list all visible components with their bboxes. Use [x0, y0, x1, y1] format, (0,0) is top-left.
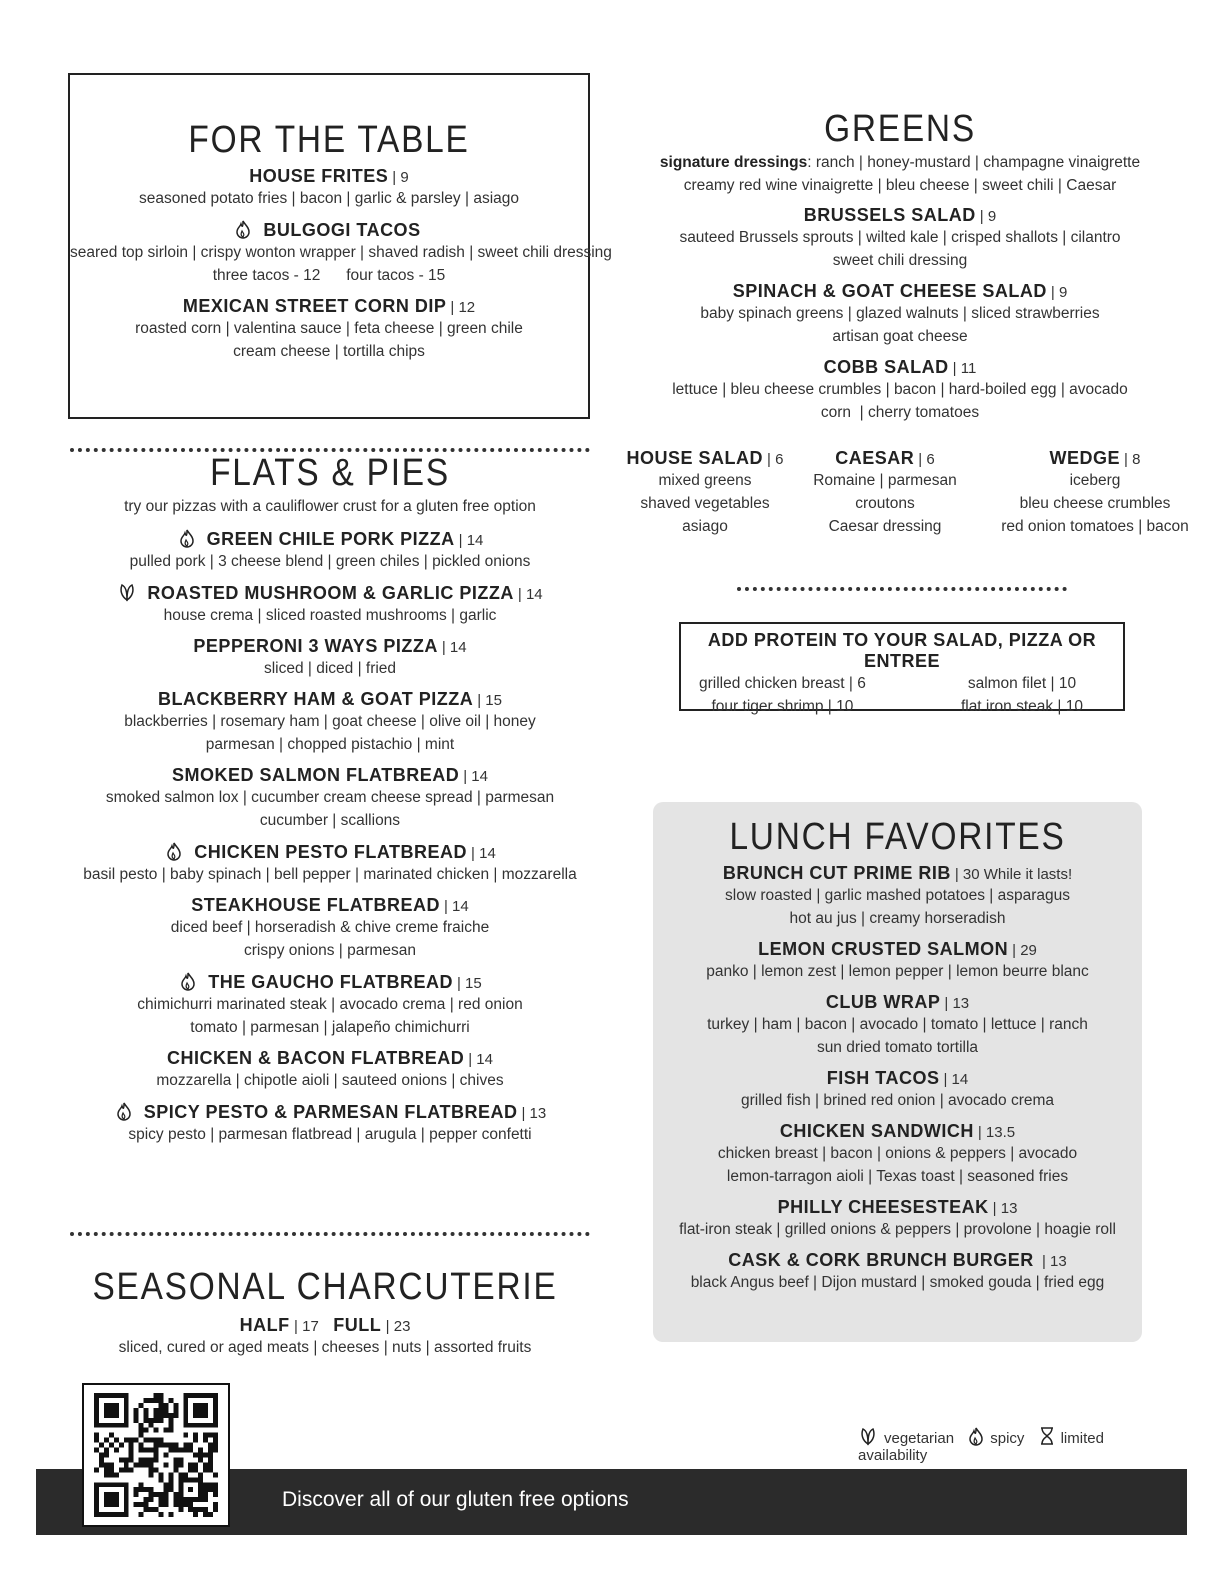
menu-item-desc: corn | cherry tomatoes	[820, 404, 980, 421]
menu-item-name: FISH TACOS	[826, 1068, 940, 1088]
menu-item-header	[640, 357, 1160, 378]
full-price: | 23	[385, 1318, 411, 1335]
menu-item-name: CASK & CORK BRUNCH BURGER	[728, 1250, 1034, 1270]
spicy-icon	[177, 528, 197, 548]
small-salads-row	[620, 448, 1210, 538]
menu-item	[50, 971, 610, 1039]
lunch-favorites-title: LUNCH FAVORITES	[729, 816, 1066, 858]
menu-item-price: | 14	[458, 532, 484, 549]
hourglass-icon	[1037, 1426, 1057, 1446]
menu-item-name: BRUNCH CUT PRIME RIB	[722, 863, 951, 883]
menu-item-name: SMOKED SALMON FLATBREAD	[172, 765, 460, 785]
menu-item	[653, 1068, 1142, 1112]
for-the-table-items	[70, 166, 612, 363]
legend-spicy: spicy	[990, 1430, 1025, 1447]
greens-title: GREENS	[824, 108, 976, 150]
menu-item-desc: basil pesto | baby spinach | bell pepper | marinated chicken | mozzarella	[83, 866, 577, 883]
lunch-favorites-panel	[653, 802, 1142, 1342]
menu-item-header	[50, 971, 610, 993]
menu-item-desc: lemon-tarragon aioli | Texas toast | seasoned fries	[726, 1168, 1069, 1185]
menu-item-desc: blackberries | rosemary ham | goat cheese | olive oil | honey	[124, 713, 536, 730]
vegetarian-icon	[858, 1426, 878, 1446]
menu-item-header	[50, 1048, 610, 1069]
menu-item-header	[50, 841, 610, 863]
menu-item-desc: iceberg	[1069, 472, 1121, 489]
menu-item-desc: diced beef | horseradish & chive creme fraiche	[170, 919, 490, 936]
flats-pies-section	[50, 452, 610, 1155]
protein-left-col	[699, 672, 866, 718]
menu-item-price: | 9	[392, 169, 409, 186]
greens-items	[640, 205, 1160, 424]
flats-pies-subtitle: try our pizzas with a cauliflower crust for a gluten free option	[124, 498, 536, 515]
menu-item-header	[50, 582, 610, 604]
menu-item-desc: three tacos - 12 four tacos - 15	[212, 267, 446, 284]
menu-item	[70, 166, 588, 210]
small-salad-item	[620, 448, 790, 538]
menu-item-name: CAESAR	[835, 448, 915, 468]
menu-item-header	[653, 1197, 1142, 1218]
menu-item-name: STEAKHOUSE FLATBREAD	[191, 895, 440, 915]
greens-section	[640, 108, 1160, 433]
menu-item-price: | 30 While it lasts!	[954, 866, 1073, 883]
menu-item-price: | 14	[441, 639, 467, 656]
half-price: | 17	[294, 1318, 319, 1335]
menu-item-header	[70, 166, 588, 187]
menu-item-name: SPICY PESTO & PARMESAN FLATBREAD	[143, 1102, 518, 1122]
dressings-line1: : ranch | honey-mustard | champagne vinaigrette	[807, 154, 1141, 171]
protein-option: flat iron steak | 10	[960, 698, 1083, 715]
menu-item-desc: sliced | diced | fried	[263, 660, 397, 677]
dotted-divider	[737, 587, 1067, 591]
menu-item-desc: hot au jus | creamy horseradish	[789, 910, 1006, 927]
menu-item-header	[50, 636, 610, 657]
menu-item	[653, 1121, 1142, 1188]
menu-item-price: | 15	[456, 975, 482, 992]
menu-item	[640, 357, 1160, 424]
menu-item	[640, 205, 1160, 272]
spicy-icon	[233, 219, 253, 239]
menu-item-name: SPINACH & GOAT CHEESE SALAD	[732, 281, 1047, 301]
menu-item-header	[50, 689, 610, 710]
spicy-icon	[966, 1426, 986, 1446]
menu-item-name: LEMON CRUSTED SALMON	[758, 939, 1009, 959]
spicy-icon	[178, 971, 198, 991]
menu-item-name: GREEN CHILE PORK PIZZA	[206, 529, 455, 549]
charcuterie-desc: sliced, cured or aged meats | cheeses | nuts | assorted fruits	[118, 1339, 532, 1356]
menu-item-header	[640, 205, 1160, 226]
menu-item-price: | 6	[767, 451, 784, 468]
menu-item-name: HOUSE FRITES	[249, 166, 389, 186]
small-salad-item	[800, 448, 970, 538]
menu-item-name: WEDGE	[1049, 448, 1121, 468]
qr-code-image	[92, 1393, 220, 1517]
menu-item	[653, 939, 1142, 983]
protein-option: grilled chicken breast | 6	[699, 675, 866, 692]
menu-item-price: | 12	[450, 299, 476, 316]
menu-item-header	[980, 448, 1210, 469]
menu-item-price: | 13	[1037, 1253, 1067, 1270]
menu-item-header	[653, 863, 1142, 884]
menu-item	[653, 863, 1142, 930]
menu-item-desc: chicken breast | bacon | onions & peppers | avocado	[717, 1145, 1078, 1162]
menu-item	[70, 219, 612, 287]
menu-item-desc: mixed greens	[658, 472, 752, 489]
legend-limited: limited availability	[858, 1430, 1104, 1464]
menu-item-name: ROASTED MUSHROOM & GARLIC PIZZA	[147, 583, 514, 603]
menu-item-name: CHICKEN SANDWICH	[779, 1121, 974, 1141]
menu-item	[50, 1048, 610, 1092]
menu-item-desc: roasted corn | valentina sauce | feta cheese | green chile	[135, 320, 523, 337]
menu-item-price: | 13.5	[977, 1124, 1016, 1141]
protein-right-col	[961, 672, 1083, 718]
menu-item-header	[653, 992, 1142, 1013]
menu-item-price: | 29	[1012, 942, 1037, 959]
spicy-icon	[164, 841, 184, 861]
menu-item-desc: asiago	[682, 518, 728, 535]
menu-item-desc: lettuce | bleu cheese crumbles | bacon | hard-boiled egg | avocado	[672, 381, 1128, 398]
menu-item-name: COBB SALAD	[823, 357, 949, 377]
menu-item-price: | 14	[943, 1071, 969, 1088]
dressings-line2: creamy red wine vinaigrette | bleu cheese | sweet chili | Caesar	[683, 177, 1117, 194]
dressings-label: signature dressings	[659, 154, 808, 171]
menu-item-price: | 15	[477, 692, 502, 709]
flats-pies-items	[50, 528, 610, 1146]
greens-dressings	[640, 151, 1160, 174]
menu-item-desc: sun dried tomato tortilla	[816, 1039, 979, 1056]
menu-item	[50, 636, 610, 680]
menu-item	[653, 1250, 1142, 1294]
menu-item-desc: mozzarella | chipotle aioli | sauteed onions | chives	[156, 1072, 504, 1089]
menu-item-header	[640, 281, 1160, 302]
charcuterie-section	[50, 1266, 600, 1359]
menu-item-header	[653, 1121, 1142, 1142]
menu-item-desc: grilled fish | brined red onion | avocado crema	[740, 1092, 1055, 1109]
menu-item-header	[50, 528, 610, 550]
menu-item-name: BRUSSELS SALAD	[803, 205, 976, 225]
menu-item-name: HOUSE SALAD	[626, 448, 764, 468]
menu-item-price: | 9	[1050, 284, 1068, 301]
menu-item-name: PEPPERONI 3 WAYS PIZZA	[193, 636, 438, 656]
menu-item-desc: smoked salmon lox | cucumber cream cheese spread | parmesan	[105, 789, 555, 806]
menu-item-name: THE GAUCHO FLATBREAD	[208, 972, 453, 992]
menu-item-name: CHICKEN PESTO FLATBREAD	[194, 842, 468, 862]
menu-item	[653, 1197, 1142, 1241]
menu-item-name: CLUB WRAP	[825, 992, 941, 1012]
menu-item-price: | 9	[979, 208, 997, 225]
for-the-table-title: FOR THE TABLE	[188, 119, 470, 161]
menu-item-desc: red onion tomatoes | bacon	[1001, 518, 1189, 535]
menu-item-desc: chimichurri marinated steak | avocado crema | red onion	[137, 996, 523, 1013]
menu-item-desc: artisan goat cheese	[832, 328, 968, 345]
charcuterie-title: SEASONAL CHARCUTERIE	[92, 1266, 558, 1308]
menu-item-desc: bleu cheese crumbles	[1019, 495, 1171, 512]
menu-item-header	[50, 895, 610, 916]
menu-item	[640, 281, 1160, 348]
menu-item-desc: slow roasted | garlic mashed potatoes | asparagus	[725, 887, 1070, 904]
menu-item-header	[70, 296, 588, 317]
menu-item-price: | 13	[944, 995, 970, 1012]
footer-text[interactable]: Discover all of our gluten free options	[282, 1488, 629, 1511]
menu-item-desc: cream cheese | tortilla chips	[233, 343, 425, 360]
menu-item-header	[50, 765, 610, 786]
menu-item-header	[653, 1250, 1142, 1271]
full-label: FULL	[333, 1315, 382, 1335]
lunch-items	[653, 863, 1142, 1294]
menu-item-price: | 14	[468, 1051, 493, 1068]
menu-item-header	[620, 448, 790, 469]
menu-item-price: | 14	[463, 768, 488, 785]
menu-item-desc: Romaine | parmesan	[813, 472, 957, 489]
menu-item-desc: shaved vegetables	[640, 495, 770, 512]
menu-item-desc: turkey | ham | bacon | avocado | tomato | lettuce | ranch	[707, 1016, 1088, 1033]
menu-item	[50, 841, 610, 886]
menu-item	[50, 765, 610, 832]
menu-item-desc: house crema | sliced roasted mushrooms | garlic	[163, 607, 497, 624]
menu-item	[70, 296, 588, 363]
menu-item	[50, 528, 610, 573]
menu-item-name: BLACKBERRY HAM & GOAT PIZZA	[158, 689, 474, 709]
menu-item-header	[800, 448, 970, 469]
menu-item-desc: seared top sirloin | crispy wonton wrapper | shaved radish | sweet chili dressing	[70, 244, 612, 261]
menu-item-name: MEXICAN STREET CORN DIP	[182, 296, 447, 316]
menu-item-price: | 14	[443, 898, 469, 915]
menu-item-desc: pulled pork | 3 cheese blend | green chiles | pickled onions	[129, 553, 531, 570]
menu-item-desc: Caesar dressing	[828, 518, 942, 535]
menu-item	[50, 689, 610, 756]
menu-item-price: | 14	[471, 845, 496, 862]
menu-item-price: | 11	[952, 360, 977, 377]
legend	[858, 1426, 1158, 1464]
menu-item-price: | 13	[992, 1200, 1018, 1217]
menu-item-desc: baby spinach greens | glazed walnuts | sliced strawberries	[700, 305, 1100, 322]
menu-item-desc: sauteed Brussels sprouts | wilted kale | crisped shallots | cilantro	[679, 229, 1121, 246]
small-salad-item	[980, 448, 1210, 538]
menu-item-desc: panko | lemon zest | lemon pepper | lemon beurre blanc	[706, 963, 1089, 980]
add-protein-box	[679, 622, 1125, 715]
menu-item-name: PHILLY CHEESESTEAK	[777, 1197, 989, 1217]
menu-item-header	[70, 219, 588, 241]
menu-item-header	[653, 939, 1142, 960]
menu-item-header	[653, 1068, 1142, 1089]
menu-item-desc: spicy pesto | parmesan flatbread | arugula | pepper confetti	[128, 1126, 532, 1143]
half-label: HALF	[239, 1315, 290, 1335]
menu-item-desc: sweet chili dressing	[832, 252, 968, 269]
dotted-divider	[70, 1232, 590, 1236]
menu-item-price: | 13	[521, 1105, 547, 1122]
menu-item-desc: flat-iron steak | grilled onions & peppers | provolone | hoagie roll	[679, 1221, 1116, 1238]
vegetarian-icon	[117, 582, 137, 602]
menu-item-desc: crispy onions | parmesan	[243, 942, 417, 959]
protein-option: salmon filet | 10	[967, 675, 1077, 692]
menu-item-desc: croutons	[855, 495, 915, 512]
legend-vegetarian: vegetarian	[884, 1430, 955, 1447]
menu-item-desc: cucumber | scallions	[259, 812, 401, 829]
menu-item-price: | 6	[918, 451, 935, 468]
menu-item-name: BULGOGI TACOS	[263, 220, 421, 240]
menu-item-price: | 8	[1124, 451, 1141, 468]
menu-item	[50, 895, 610, 962]
menu-item	[50, 1101, 610, 1146]
menu-item-desc: black Angus beef | Dijon mustard | smoked gouda | fried egg	[690, 1274, 1105, 1291]
qr-code[interactable]	[82, 1383, 230, 1527]
menu-item-header	[50, 1101, 610, 1123]
menu-item	[50, 582, 610, 627]
menu-item-desc: seasoned potato fries | bacon | garlic & parsley | asiago	[139, 190, 519, 207]
add-protein-title: ADD PROTEIN TO YOUR SALAD, PIZZA OR ENTREE	[707, 630, 1097, 671]
for-the-table-box	[68, 73, 612, 419]
menu-item	[653, 992, 1142, 1059]
menu-item-desc: tomato | parmesan | jalapeño chimichurri	[190, 1019, 470, 1036]
flats-pies-title: FLATS & PIES	[210, 452, 450, 494]
menu-item-desc: parmesan | chopped pistachio | mint	[205, 736, 455, 753]
protein-option: four tiger shrimp | 10	[711, 698, 854, 715]
spicy-icon	[114, 1101, 134, 1121]
menu-item-price: | 14	[517, 586, 543, 603]
menu-item-name: CHICKEN & BACON FLATBREAD	[167, 1048, 465, 1068]
